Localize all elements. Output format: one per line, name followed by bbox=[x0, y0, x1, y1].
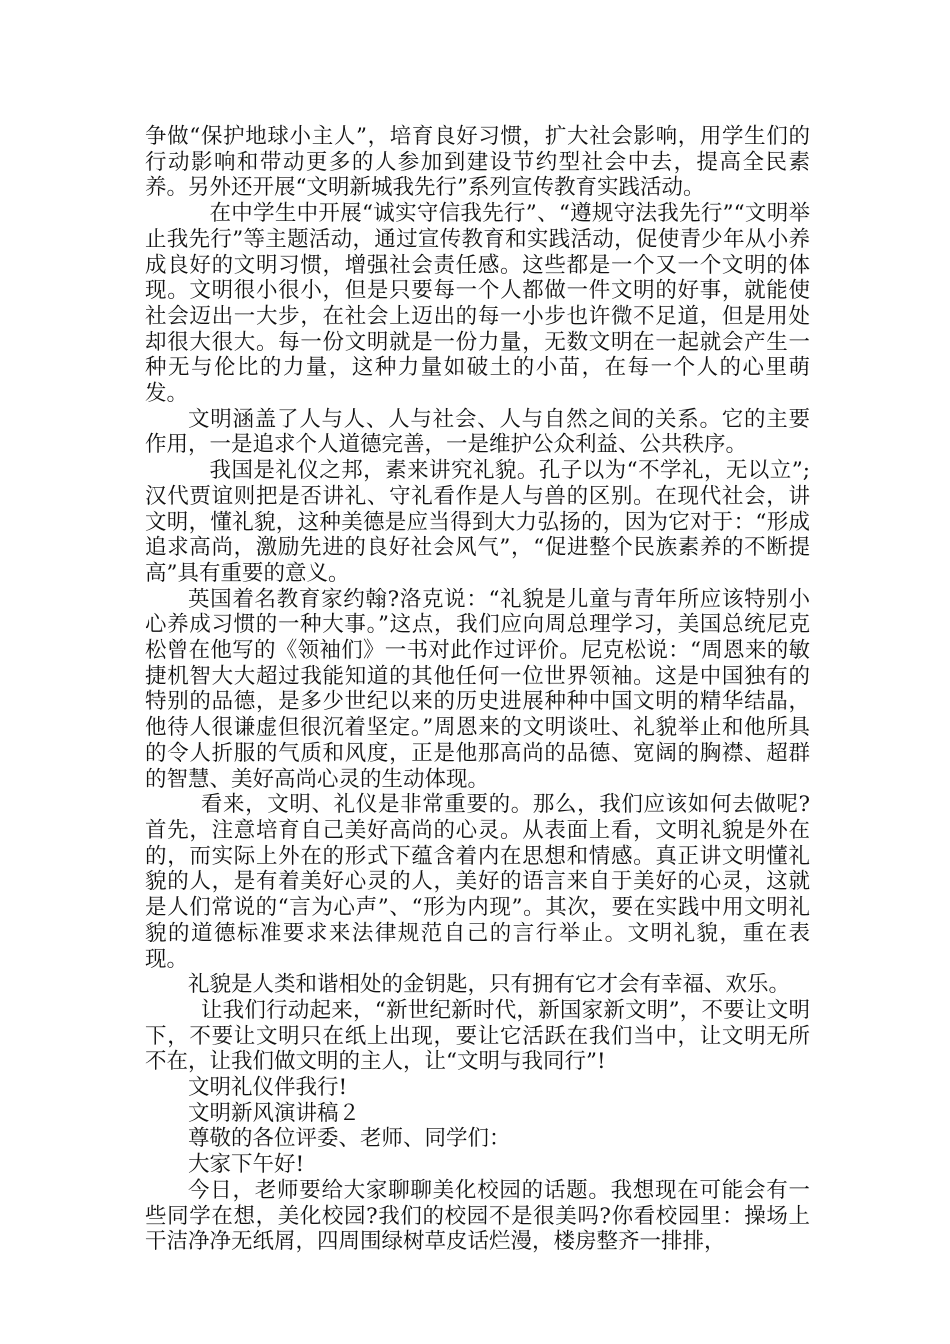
paragraph-2: 在中学生中开展“诚实守信我先行”、“遵规守法我先行”“文明举止我先行”等主题活动，通过宣传教育和实践活动，促使青少年从小养成良好的文明习惯，增强社会责任感。这些都是一个又一个文明的体现。文明很小很小，但是只要每一个人都做一件文明的好事，就能使社会迈出一大步，在社会上迈出的每一小步也许微不足道，但是用处却很大很大。每一份文明就是一份力量，无数文明在一起就会产生一种无与伦比的力量，这种力量如破土的小苗，在每一个人的心里萌发。 bbox=[145, 201, 810, 407]
paragraph-8: 让我们行动起来，“新世纪新时代，新国家新文明”，不要让文明下，不要让文明只在纸上出现，要让它活跃在我们当中，让文明无所不在，让我们做文明的主人，让“文明与我同行”! bbox=[145, 997, 810, 1075]
document-body bbox=[145, 124, 810, 1255]
paragraph-11: 尊敬的各位评委、老师、同学们： bbox=[188, 1126, 511, 1152]
paragraph-13: 今日，老师要给大家聊聊美化校园的话题。我想现在可能会有一些同学在想，美化校园?我们的校园不是很美吗?你看校园里：操场上干洁净净无纸屑，四周围绿树草皮话烂漫，楼房整齐一排排， bbox=[145, 1177, 810, 1255]
paragraph-6: 看来，文明、礼仪是非常重要的。那么，我们应该如何去做呢?首先，注意培育自己美好高尚的心灵。从表面上看，文明礼貌是外在的，而实际上外在的形式下蕴含着内在思想和情感。真正讲文明懂礼貌的人，是有着美好心灵的人，美好的语言来自于美好的心灵，这就是人们常说的“言为心声”、“形为内现”。其次，要在实践中用文明礼貌的道德标准要求来法律规范自己的言行举止。文明礼貌，重在表现。 bbox=[145, 792, 810, 972]
paragraph-7: 礼貌是人类和谐相处的金钥匙，只有拥有它才会有幸福、欢乐。 bbox=[188, 972, 791, 998]
paragraph-1: 争做“保护地球小主人”，培育良好习惯，扩大社会影响，用学生们的行动影响和带动更多的人参加到建设节约型社会中去，提高全民素养。另外还开展“文明新城我先行”系列宣传教育实践活动。 bbox=[145, 124, 810, 201]
paragraph-9: 文明礼仪伴我行! bbox=[188, 1075, 348, 1101]
paragraph-3: 文明涵盖了人与人、人与社会、人与自然之间的关系。它的主要作用，一是追求个人道德完善，一是维护公众利益、公共秩序。 bbox=[145, 406, 810, 458]
paragraph-10: 文明新风演讲稿２ bbox=[188, 1100, 361, 1126]
paragraph-5: 英国着名教育家约翰?洛克说：“礼貌是儿童与青年所应该特别小心养成习惯的一种大事。”这点，我们应向周总理学习，美国总统尼克松曾在他写的《领袖们》一书对此作过评价。尼克松说：“周恩来的敏捷机智大大超过我能知道的其他任何一位世界领袖。这是中国独有的特别的品德，是多少世纪以来的历史进展种种中国文明的精华结晶，他待人很谦虚但很沉着坚定。”周恩来的文明谈吐、礼貌举止和他所具的令人折服的气质和风度，正是他那高尚的品德、宽阔的胸襟、超群的智慧、美好高尚心灵的生动体现。 bbox=[145, 586, 810, 792]
paragraph-12: 大家下午好! bbox=[188, 1152, 305, 1178]
paragraph-4: 我国是礼仪之邦，素来讲究礼貌。孔子以为“不学礼，无以立”;汉代贾谊则把是否讲礼、守礼看作是人与兽的区别。在现代社会，讲文明，懂礼貌，这种美德是应当得到大力弘扬的，因为它对于：“形成追求高尚，激励先进的良好社会风气”，“促进整个民族素养的不断提高”具有重要的意义。 bbox=[145, 458, 810, 586]
